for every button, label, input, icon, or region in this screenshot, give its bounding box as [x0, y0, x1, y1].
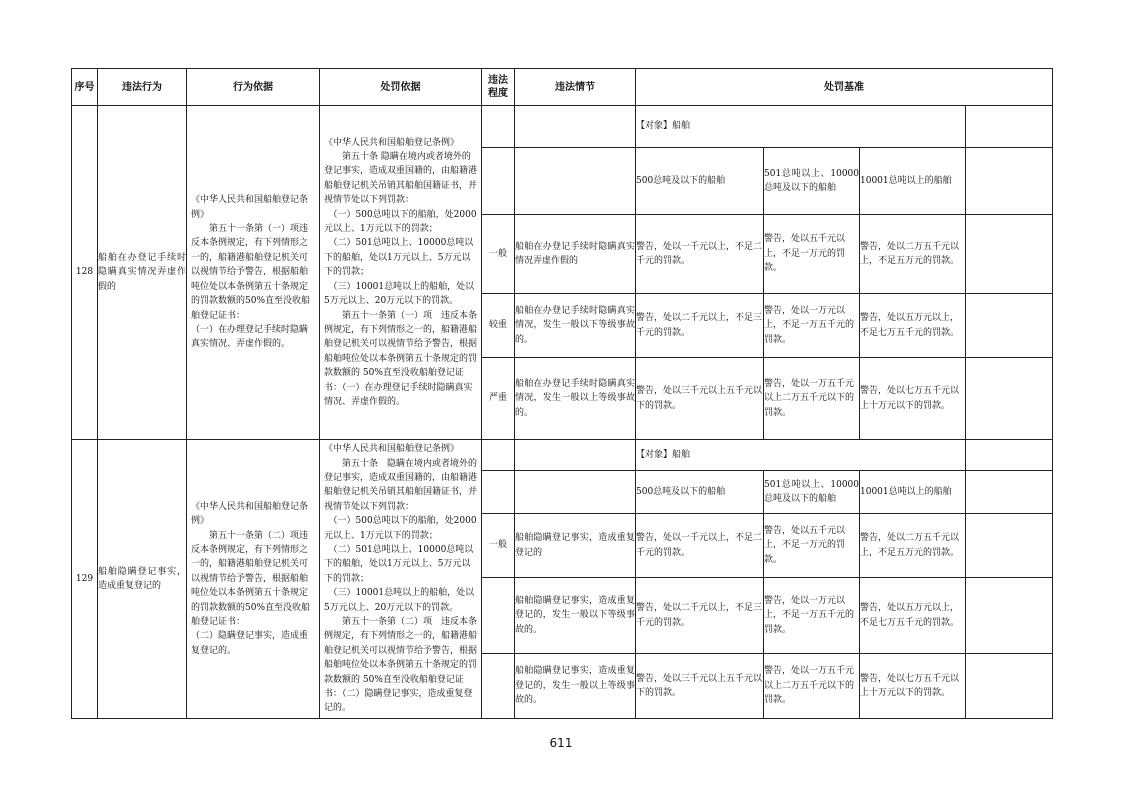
empty-cell	[966, 294, 1053, 358]
tier-cell: 500总吨及以下的船舶	[636, 471, 764, 514]
circumstance-cell	[515, 440, 636, 471]
circumstance-cell: 船舶隐瞒登记事实，造成重复登记的，发生一般以下等级事故的。	[515, 578, 636, 654]
tier-cell: 10001总吨以上的船舶	[860, 148, 966, 215]
act-basis-text: 《中华人民共和国船舶登记条例》 第五十一条第（二）项违反本条例规定，有下列情形之一的，船籍港船舶登记机关可以视情节给予警告，根据船舶吨位处以本条例第五十条规定的罚款数额的50%直至没收船舶登记证书： （二）隐瞒登记事实，造成重复登记的。	[191, 501, 311, 656]
degree-cell	[482, 654, 515, 719]
header-circumstance: 违法情节	[515, 69, 636, 106]
empty-cell	[966, 215, 1053, 294]
act-basis-cell	[187, 440, 320, 719]
act-basis-text: 《中华人民共和国船舶登记条例》 第五十一条第（一）项违反本条例规定，有下列情形之一的，船籍港船舶登记机关可以视情节给予警告，根据船舶吨位处以本条例第五十条规定的罚款数额的50%直至没收船舶登记证书： （一）在办理登记手续时隐瞒真实情况、弄虚作假的。	[191, 195, 311, 350]
circumstance-cell	[515, 148, 636, 215]
penalty-standard-table	[71, 68, 1053, 719]
header-violation: 违法行为	[98, 69, 187, 106]
penalty-basis-cell	[320, 106, 482, 440]
empty-cell	[966, 654, 1053, 719]
empty-cell	[966, 106, 1053, 148]
empty-cell	[966, 514, 1053, 578]
penalty-cell: 警告，处以五万元以上，不足七万五千元的罚款。	[860, 578, 966, 654]
page-number: 611	[549, 736, 573, 750]
tier-cell: 10001总吨以上的船舶	[860, 471, 966, 514]
circumstance-cell: 船舶隐瞒登记事实，造成重复登记的	[515, 514, 636, 578]
circumstance-cell: 船舶在办登记手续时隐瞒真实情况，发生一般以上等级事故的。	[515, 358, 636, 440]
empty-cell	[966, 358, 1053, 440]
penalty-basis-text: 《中华人民共和国船舶登记条例》 第五十条 隐瞒在境内或者境外的登记事实，造成双重国籍的，由船籍港船舶登记机关吊销其船舶国籍证书，并视情节处以下列罚款： （一）500总吨以下的船舶，处2000元以上、1万元以下的罚款； （二）501总吨以上、10000总吨以下的船舶，处以1万元以上、5万元以下的罚款； （三）10001总吨以上的船舶，处以5万元以上、20万元以下的罚款。 第五十一条第（二）项 违反本条例规定，有下列情形之一的，船籍港船舶登记机关可以视情节给予警告，根据船舶吨位处以本条例第五十条规定的罚款数额的 50%直至没收船舶登记证书：（二）隐瞒登记事实，造成重复登记的。	[324, 444, 478, 714]
empty-cell	[966, 440, 1053, 471]
tier-cell: 500总吨及以下的船舶	[636, 148, 764, 215]
table-row	[72, 106, 1053, 148]
penalty-cell: 警告，处以二万五千元以上，不足五万元的罚款。	[860, 215, 966, 294]
penalty-cell: 警告，处以一万元以上，不足一万五千元的罚款。	[764, 294, 860, 358]
header-penalty-basis: 处罚依据	[320, 69, 482, 106]
penalty-cell: 警告，处以一万五千元以上二万五千元以下的罚款。	[764, 654, 860, 719]
penalty-cell: 警告，处以一万元以上，不足一万五千元的罚款。	[764, 578, 860, 654]
degree-cell: 一般	[482, 215, 515, 294]
table-row	[72, 440, 1053, 471]
circumstance-cell	[515, 471, 636, 514]
act-basis-cell	[187, 106, 320, 440]
circumstance-cell: 船舶在办登记手续时隐瞒真实情况，发生一般以下等级事故的。	[515, 294, 636, 358]
penalty-cell: 警告，处以三千元以上五千元以下的罚款。	[636, 358, 764, 440]
penalty-basis-cell	[320, 440, 482, 719]
header-act-basis: 行为依据	[187, 69, 320, 106]
penalty-cell: 警告，处以五千元以上，不足一万元的罚款。	[764, 215, 860, 294]
seq-cell: 129	[72, 440, 98, 719]
tier-cell: 501总吨以上、10000总吨及以下的船舶	[764, 148, 860, 215]
header-standard: 处罚基准	[636, 69, 1053, 106]
penalty-basis-text: 《中华人民共和国船舶登记条例》 第五十条 隐瞒在境内或者境外的登记事实，造成双重国籍的，由船籍港船舶登记机关吊销其船舶国籍证书，并视情节处以下列罚款： （一）500总吨以下的船舶，处2000元以上、1万元以下的罚款； （二）501总吨以上、10000总吨以下的船舶，处以1万元以上、5万元以下的罚款； （三）10001总吨以上的船舶，处以5万元以上、20万元以下的罚款。 第五十一条第（一）项 违反本条例规定，有下列情形之一的，船籍港船舶登记机关可以视情节给予警告，根据船舶吨位处以本条例第五十条规定的罚款数额的 50%直至没收船舶登记证书：（一）在办理登记手续时隐瞒真实情况、弄虚作假的。	[324, 137, 478, 407]
degree-cell: 严重	[482, 358, 515, 440]
degree-cell	[482, 148, 515, 215]
circumstance-cell: 船舶隐瞒登记事实，造成重复登记的，发生一般以上等级事故的。	[515, 654, 636, 719]
empty-cell	[966, 578, 1053, 654]
object-cell: 【对象】船舶	[636, 106, 966, 148]
penalty-cell: 警告，处以五千元以上，不足一万元的罚款。	[764, 514, 860, 578]
header-degree: 违法 程度	[482, 69, 515, 106]
degree-cell: 较重	[482, 294, 515, 358]
seq-cell: 128	[72, 106, 98, 440]
header-seq: 序号	[72, 69, 98, 106]
degree-cell: 一般	[482, 514, 515, 578]
penalty-cell: 警告，处以一万五千元以上二万五千元以下的罚款。	[764, 358, 860, 440]
penalty-cell: 警告，处以五万元以上，不足七万五千元的罚款。	[860, 294, 966, 358]
penalty-cell: 警告，处以二千元以上，不足三千元的罚款。	[636, 578, 764, 654]
penalty-cell: 警告，处以一千元以上，不足二千元的罚款。	[636, 215, 764, 294]
penalty-cell: 警告，处以二万五千元以上，不足五万元的罚款。	[860, 514, 966, 578]
penalty-cell: 警告，处以一千元以上，不足二千元的罚款。	[636, 514, 764, 578]
tier-cell: 501总吨以上、10000总吨及以下的船舶	[764, 471, 860, 514]
degree-cell	[482, 471, 515, 514]
violation-cell: 船舶在办登记手续时隐瞒真实情况弄虚作假的	[98, 106, 187, 440]
empty-cell	[966, 471, 1053, 514]
penalty-cell: 警告，处以七万五千元以上十万元以下的罚款。	[860, 654, 966, 719]
violation-cell: 船舶隐瞒登记事实，造成重复登记的	[98, 440, 187, 719]
circumstance-cell: 船舶在办登记手续时隐瞒真实情况弄虚作假的	[515, 215, 636, 294]
object-cell: 【对象】船舶	[636, 440, 966, 471]
penalty-cell: 警告，处以二千元以上，不足三千元的罚款。	[636, 294, 764, 358]
degree-cell	[482, 578, 515, 654]
degree-cell	[482, 440, 515, 471]
penalty-cell: 警告，处以三千元以上五千元以下的罚款。	[636, 654, 764, 719]
penalty-cell: 警告，处以七万五千元以上十万元以下的罚款。	[860, 358, 966, 440]
empty-cell	[966, 148, 1053, 215]
header-row	[72, 69, 1053, 106]
circumstance-cell	[515, 106, 636, 148]
degree-cell	[482, 106, 515, 148]
